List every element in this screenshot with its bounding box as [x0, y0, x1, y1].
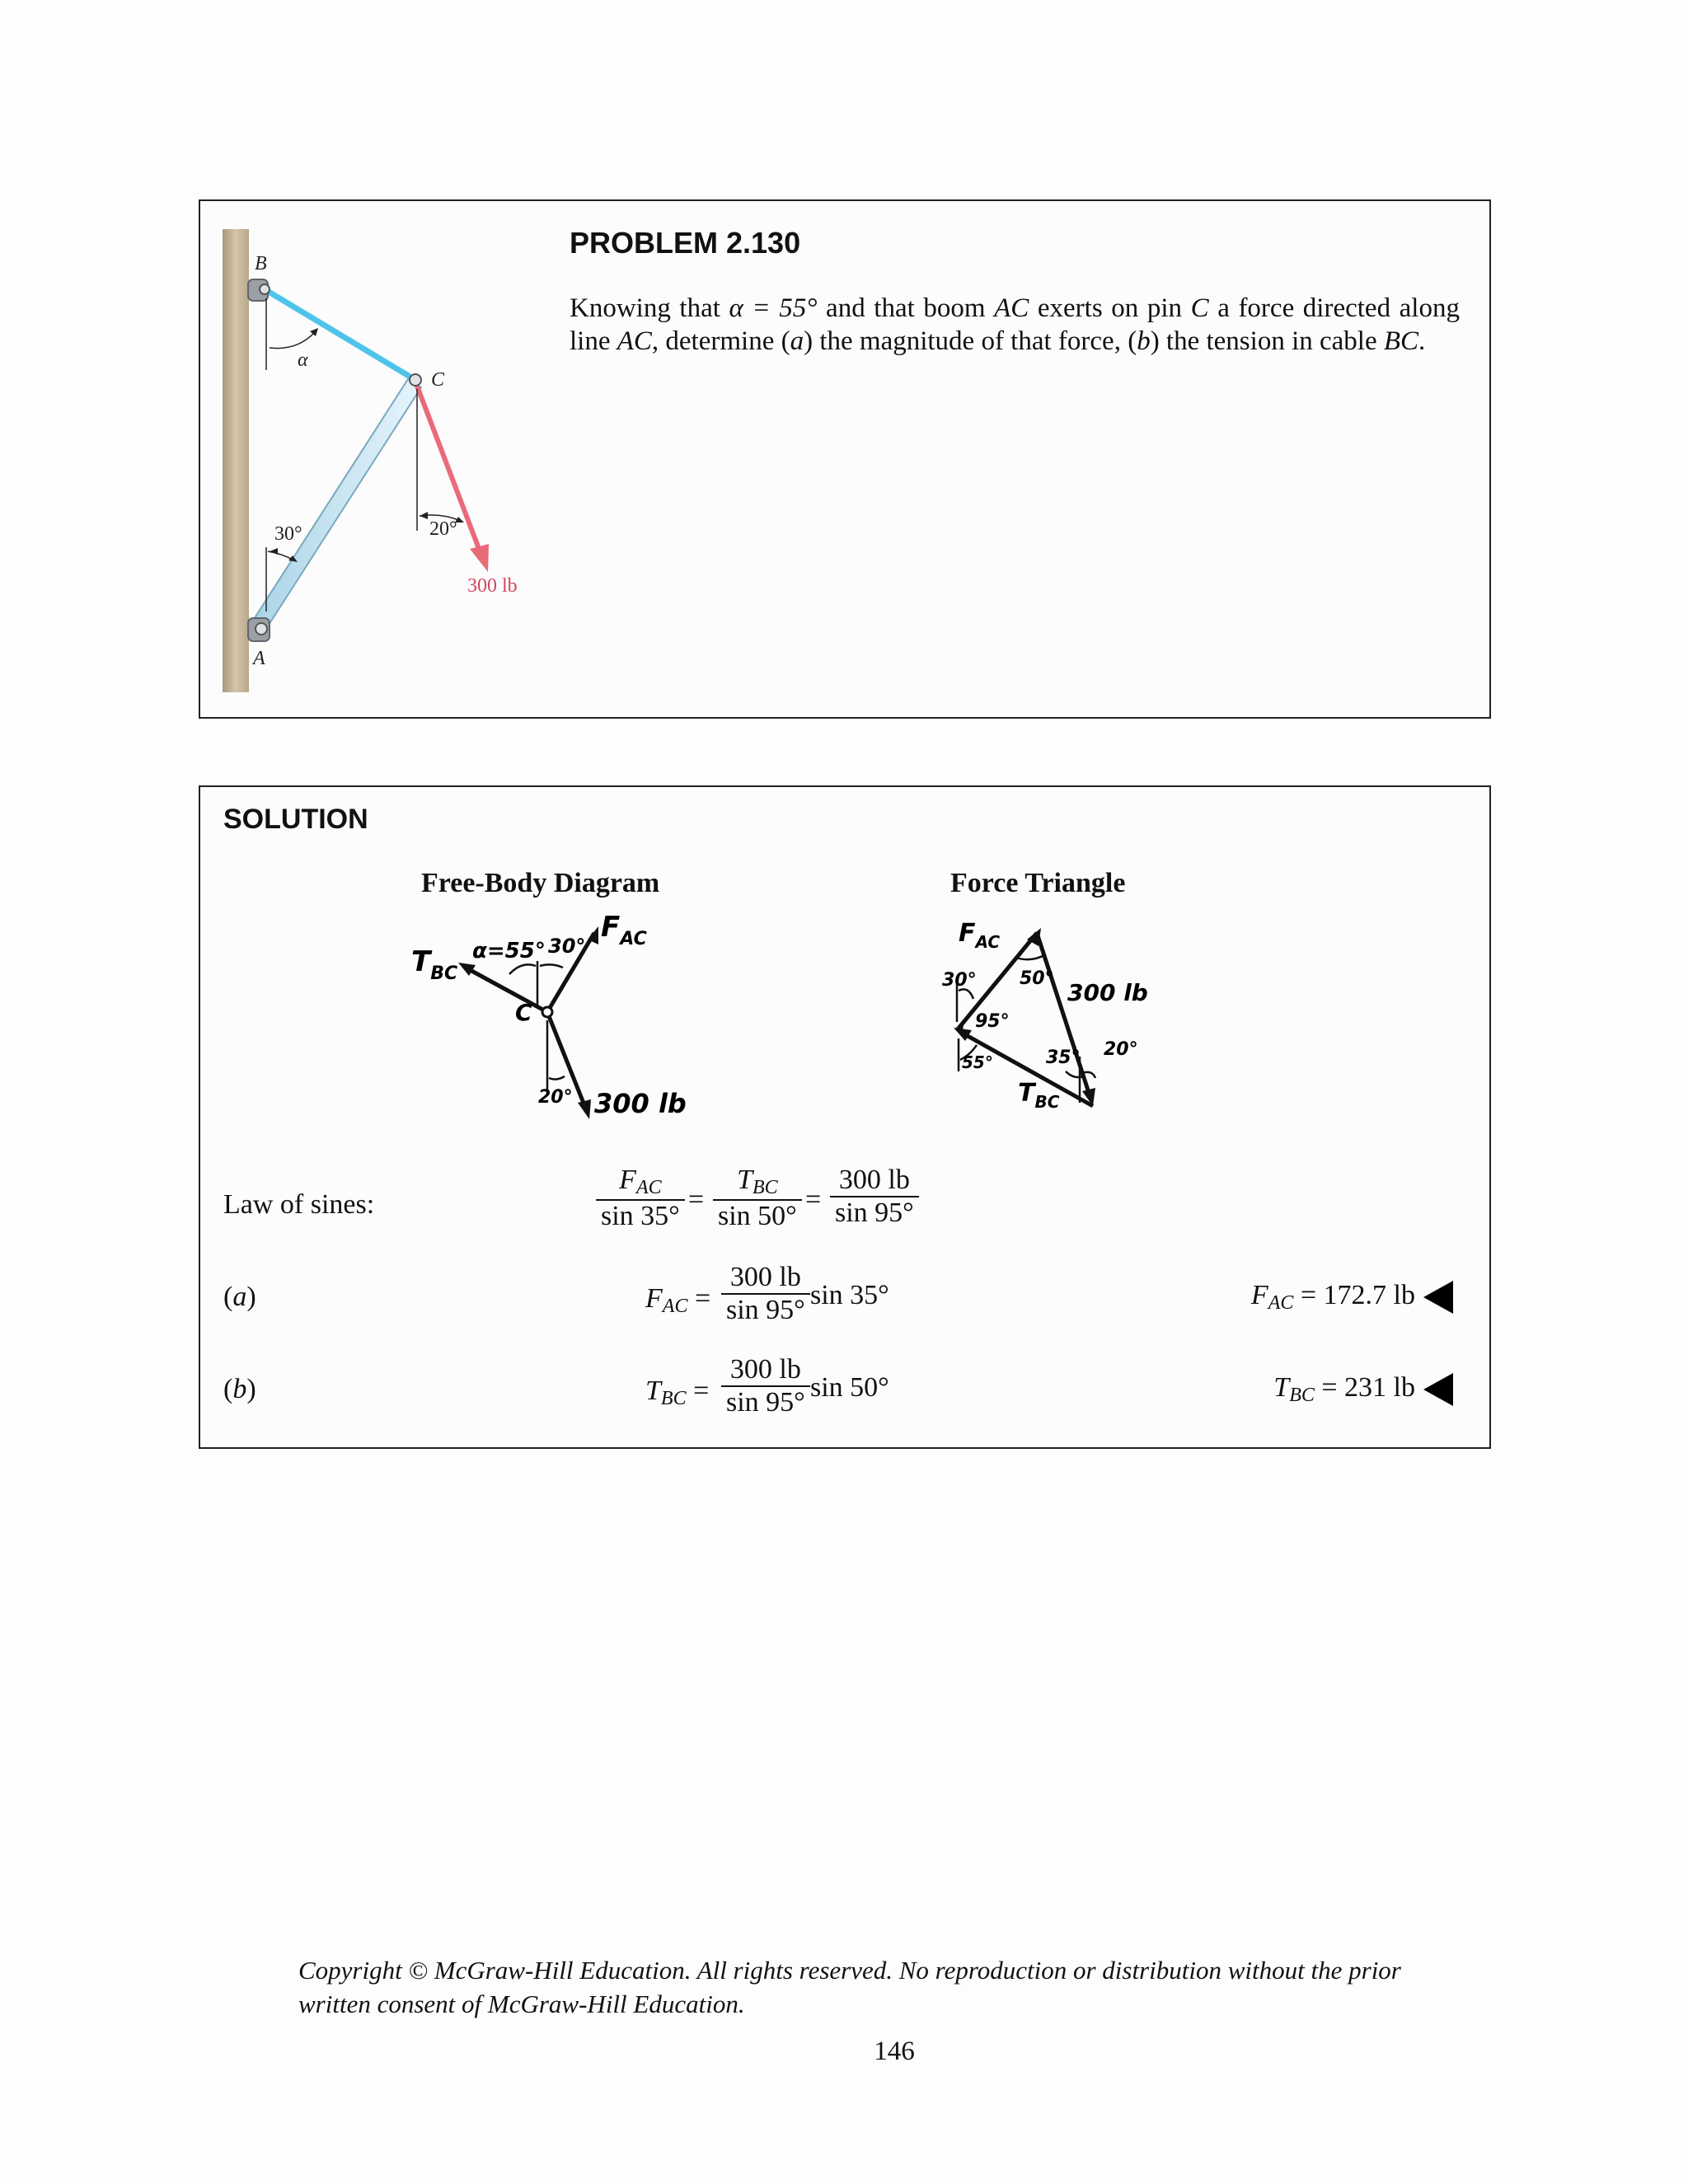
answer-marker-icon [1423, 1281, 1453, 1314]
tri-fac: $F_{AC}$ [959, 919, 1001, 952]
part-a-frac: $\frac{300 lb}{\sin 95^\circ}$ [721, 1262, 810, 1326]
fbd-fac: $F_{AC}$ [601, 915, 647, 949]
label-alpha: α [298, 349, 308, 371]
solution-box: SOLUTION Free-Body Diagram Force Triangle α=55° 30° $F_{AC}$ $T_{BC}$ C 20° 300 lb $F_{AC}$ 30° 50° 300 lb 95° 55° 35° 20° $T_{BC}$ Law of sines: $F_{AC}$ sin 35° = $T_{BC}$ sin 50° = $\frac{300 lb}{\sin 95^\circ}$ (a) $F_{AC}$ = $\frac{300 lb}{\sin 95^\circ}$ sin 35° $F_{AC} = 172.7$ lb (b) $T_{BC}$ = $\frac{300 lb}{\sin 95^\circ}$ sin 50° $T_{BC} = 231$ lb [199, 785, 1491, 1449]
tri-300: 300 lb [1067, 979, 1148, 1006]
tri-20: 20° [1104, 1039, 1138, 1060]
part-a-lhs: $F_{AC}$ = [645, 1283, 711, 1317]
tri-95: 95° [975, 1011, 1010, 1032]
label-b: B [255, 253, 267, 274]
tri-30: 30° [942, 970, 977, 991]
law-frac-3: $\frac{300 lb}{\sin 95^\circ}$ [830, 1165, 919, 1229]
label-c: C [431, 369, 445, 391]
fbd-load: 300 lb [594, 1088, 687, 1119]
part-b-lhs: $T_{BC}$ = [645, 1376, 710, 1409]
law-frac-2: $T_{BC}$ sin 50° [713, 1165, 802, 1232]
part-b-label: (b) [223, 1374, 256, 1404]
problem-statement: Knowing that α = 55° and that boom AC exerts on pin C a force directed along line AC, determine (a) the magnitude of that force, (b) the tension in cable BC. [570, 293, 1460, 356]
part-b-mult: sin 50° [810, 1372, 889, 1403]
part-a-mult: sin 35° [810, 1280, 889, 1310]
fbd-20: 20° [538, 1087, 573, 1108]
problem-box [199, 199, 1491, 719]
law-frac-1: $F_{AC}$ sin 35° [596, 1165, 685, 1232]
problem-figure [200, 201, 546, 717]
answer-b: $T_{BC} = 231$ lb [1273, 1372, 1453, 1407]
fbd-30: 30° [548, 935, 586, 958]
tri-50: 50° [1020, 968, 1054, 989]
fbd-tbc: $T_{BC}$ [411, 945, 458, 984]
label-a: A [253, 648, 265, 669]
page-number: 146 [874, 2036, 915, 2066]
fbd-title: Free-Body Diagram [421, 868, 660, 898]
answer-marker-icon [1423, 1373, 1453, 1406]
solution-title: SOLUTION [223, 804, 368, 835]
tri-55: 55° [962, 1052, 993, 1072]
label-30: 30° [274, 523, 302, 545]
boom-ac [250, 379, 421, 634]
pin-c [410, 374, 421, 386]
wall [223, 229, 249, 692]
tri-35: 35° [1046, 1047, 1081, 1068]
label-load: 300 lb [467, 575, 518, 597]
copyright: Copyright © McGraw-Hill Education. All rights reserved. No reproduction or distribution without the prior written consent of McGraw-Hill Education. [298, 1956, 1401, 2018]
fbd-alpha: α=55° [472, 939, 546, 963]
triangle-title: Force Triangle [950, 868, 1126, 898]
part-a-label: (a) [223, 1282, 256, 1312]
load-arrowhead [470, 544, 489, 572]
part-b-frac: $\frac{300 lb}{\sin 95^\circ}$ [721, 1354, 810, 1418]
tri-tbc: $T_{BC}$ [1018, 1079, 1060, 1112]
pin-a [256, 623, 267, 635]
force-triangle [942, 915, 1206, 1129]
label-20: 20° [429, 518, 457, 540]
fbd-pin-c [542, 1007, 552, 1017]
pin-b [260, 284, 270, 294]
fbd-c: C [515, 999, 532, 1026]
problem-title: PROBLEM 2.130 [570, 226, 801, 260]
cable-bc [265, 289, 415, 380]
free-body-diagram [406, 915, 753, 1125]
answer-a: $F_{AC} = 172.7$ lb [1251, 1280, 1453, 1315]
law-label: Law of sines: [223, 1189, 375, 1220]
